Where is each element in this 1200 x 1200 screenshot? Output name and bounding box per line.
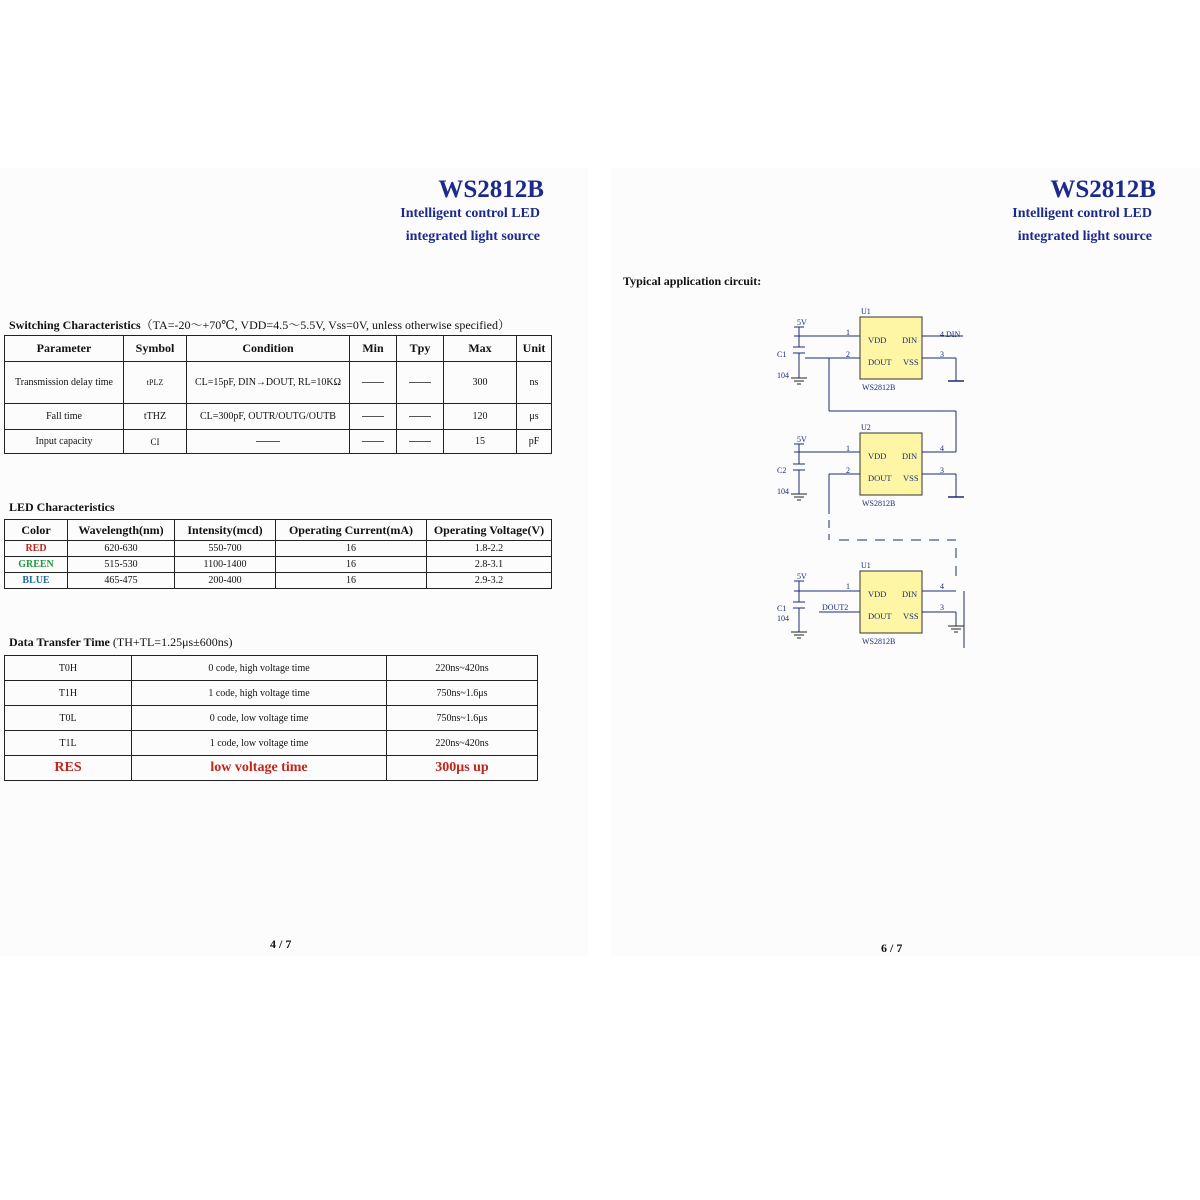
table-row: [5, 573, 552, 589]
table-cell: 1100-1400: [175, 557, 276, 573]
transfer-heading: Data Transfer Time (TH+TL=1.25μs±600ns): [9, 635, 233, 649]
table-cell: tTHZ: [124, 404, 187, 430]
pin-number: 1: [846, 444, 850, 453]
dash-mark: [409, 441, 431, 442]
page-number: 4 / 7: [270, 937, 292, 951]
table-cell: CL=300pF, OUTR/OUTG/OUTB: [187, 404, 350, 430]
led-heading: LED Characteristics: [9, 500, 115, 514]
pin-number: 3: [940, 603, 944, 612]
table-cell: T1H: [5, 681, 132, 706]
table-cell: [350, 404, 397, 430]
pin-dout: DOUT: [868, 611, 892, 621]
table-cell: [397, 362, 444, 404]
supply-label: 5V: [797, 435, 807, 444]
column-header: Operating Current(mA): [276, 520, 427, 541]
table-header-row: [5, 520, 552, 541]
page-title: WS2812B: [438, 176, 544, 203]
table-row-res: [5, 756, 538, 781]
dash-mark: [409, 382, 431, 383]
page-subtitle-line2: integrated light source: [405, 229, 540, 244]
chip-ref: U2: [861, 423, 871, 432]
led-table: [4, 519, 552, 589]
table-row: [5, 362, 552, 404]
application-circuit-diagram: [611, 168, 1200, 956]
color-cell-blue: BLUE: [5, 573, 68, 589]
chip-part: WS2812B: [862, 637, 896, 646]
table-cell: ns: [517, 362, 552, 404]
column-header: Parameter: [5, 336, 124, 362]
column-header: Operating Voltage(V): [427, 520, 552, 541]
table-header-row: [5, 336, 552, 362]
table-cell: 16: [276, 557, 427, 573]
supply-label: 5V: [797, 572, 807, 581]
column-header: Condition: [187, 336, 350, 362]
pin-dout: DOUT: [868, 357, 892, 367]
chip-ref: U1: [861, 307, 871, 316]
datasheet-page-4: [0, 168, 588, 956]
page-title: WS2812B: [1050, 176, 1156, 203]
table-cell: Fall time: [5, 404, 124, 430]
switching-heading: Switching Characteristics（TA=-20～+70℃, VDD=4.5～5.5V, Vss=0V, unless otherwise specified）: [9, 318, 510, 332]
table-cell: 0 code, high voltage time: [132, 656, 387, 681]
table-cell: 750ns~1.6μs: [387, 681, 538, 706]
table-row: [5, 656, 538, 681]
pin-vss: VSS: [903, 473, 919, 483]
transfer-table: [4, 655, 538, 781]
column-header: Intensity(mcd): [175, 520, 276, 541]
pin-number: 4: [940, 444, 944, 453]
table-cell: 16: [276, 573, 427, 589]
dash-mark: [362, 382, 384, 383]
table-cell: 220ns~420ns: [387, 731, 538, 756]
table-cell: Input capacity: [5, 430, 124, 454]
circuit-heading: Typical application circuit:: [623, 274, 762, 288]
column-header: Max: [444, 336, 517, 362]
column-header: Symbol: [124, 336, 187, 362]
table-cell: 515-530: [68, 557, 175, 573]
pin-vss: VSS: [903, 611, 919, 621]
table-cell: low voltage time: [132, 756, 387, 781]
color-cell-red: RED: [5, 541, 68, 557]
table-cell: Transmission delay time: [5, 362, 124, 404]
table-cell: 1.8-2.2: [427, 541, 552, 557]
table-cell: 2.9-3.2: [427, 573, 552, 589]
table-cell: 550-700: [175, 541, 276, 557]
table-row: [5, 404, 552, 430]
column-header: Wavelength(nm): [68, 520, 175, 541]
pin-din: DIN: [902, 589, 918, 599]
switching-table: [4, 335, 552, 454]
supply-label: 5V: [797, 318, 807, 327]
cap-value: 104: [777, 371, 789, 380]
cap-ref: C1: [777, 604, 787, 613]
cap-value: 104: [777, 614, 789, 623]
table-cell: 620-630: [68, 541, 175, 557]
table-cell: 200-400: [175, 573, 276, 589]
table-cell: tPLZ: [124, 362, 187, 404]
table-cell: CI: [124, 430, 187, 454]
table-row: [5, 541, 552, 557]
table-cell: 2.8-3.1: [427, 557, 552, 573]
dash-mark: [362, 416, 384, 417]
table-cell: 120: [444, 404, 517, 430]
table-row: [5, 681, 538, 706]
chip-u3-body: [860, 571, 922, 633]
pin-number: 2: [846, 350, 850, 359]
datasheet-page-6: [611, 168, 1200, 956]
table-cell: RES: [5, 756, 132, 781]
table-cell: μs: [517, 404, 552, 430]
pin-vdd: VDD: [868, 335, 887, 345]
pin-number: 3: [940, 350, 944, 359]
table-cell: CL=15pF, DIN→DOUT, RL=10KΩ: [187, 362, 350, 404]
table-cell: T0L: [5, 706, 132, 731]
table-cell: [397, 430, 444, 454]
page-subtitle-line1: Intelligent control LED: [400, 206, 540, 221]
page-subtitle-line1: Intelligent control LED: [1012, 206, 1152, 221]
table-cell: 1 code, low voltage time: [132, 731, 387, 756]
table-cell: 1 code, high voltage time: [132, 681, 387, 706]
chip-u2-body: [860, 433, 922, 495]
table-cell: 0 code, low voltage time: [132, 706, 387, 731]
column-header: Tpy: [397, 336, 444, 362]
table-cell: 465-475: [68, 573, 175, 589]
table-cell: [350, 430, 397, 454]
chip-part: WS2812B: [862, 499, 896, 508]
table-cell: [187, 430, 350, 454]
pin-vss: VSS: [903, 357, 919, 367]
table-cell: pF: [517, 430, 552, 454]
table-row: [5, 557, 552, 573]
pin-number: 1: [846, 582, 850, 591]
pin-number: 4: [940, 582, 944, 591]
chip-ref: U1: [861, 561, 871, 570]
dout-net-label: DOUT2: [822, 603, 849, 612]
table-row: [5, 706, 538, 731]
table-cell: 750ns~1.6μs: [387, 706, 538, 731]
table-cell: 16: [276, 541, 427, 557]
cap-ref: C1: [777, 350, 787, 359]
pin-number: 1: [846, 328, 850, 337]
page-subtitle-line2: integrated light source: [1017, 229, 1152, 244]
column-header: Unit: [517, 336, 552, 362]
dash-mark: [362, 441, 384, 442]
table-cell: 300μs up: [387, 756, 538, 781]
dash-mark: [409, 416, 431, 417]
table-row: [5, 430, 552, 454]
table-cell: 15: [444, 430, 517, 454]
pin-vdd: VDD: [868, 451, 887, 461]
pin-din: DIN: [902, 335, 918, 345]
pin-vdd: VDD: [868, 589, 887, 599]
table-cell: T1L: [5, 731, 132, 756]
table-cell: 220ns~420ns: [387, 656, 538, 681]
dash-mark: [256, 441, 280, 442]
table-cell: [397, 404, 444, 430]
chip-part: WS2812B: [862, 383, 896, 392]
din-net-label: 4 DIN: [940, 330, 961, 339]
pin-dout: DOUT: [868, 473, 892, 483]
table-cell: [350, 362, 397, 404]
pin-number: 3: [940, 466, 944, 475]
cap-ref: C2: [777, 466, 787, 475]
column-header: Color: [5, 520, 68, 541]
table-cell: 300: [444, 362, 517, 404]
table-cell: T0H: [5, 656, 132, 681]
pin-din: DIN: [902, 451, 918, 461]
pin-number: 2: [846, 466, 850, 475]
table-row: [5, 731, 538, 756]
chip-u1-body: [860, 317, 922, 379]
column-header: Min: [350, 336, 397, 362]
page-number: 6 / 7: [881, 941, 903, 955]
cap-value: 104: [777, 487, 789, 496]
color-cell-green: GREEN: [5, 557, 68, 573]
